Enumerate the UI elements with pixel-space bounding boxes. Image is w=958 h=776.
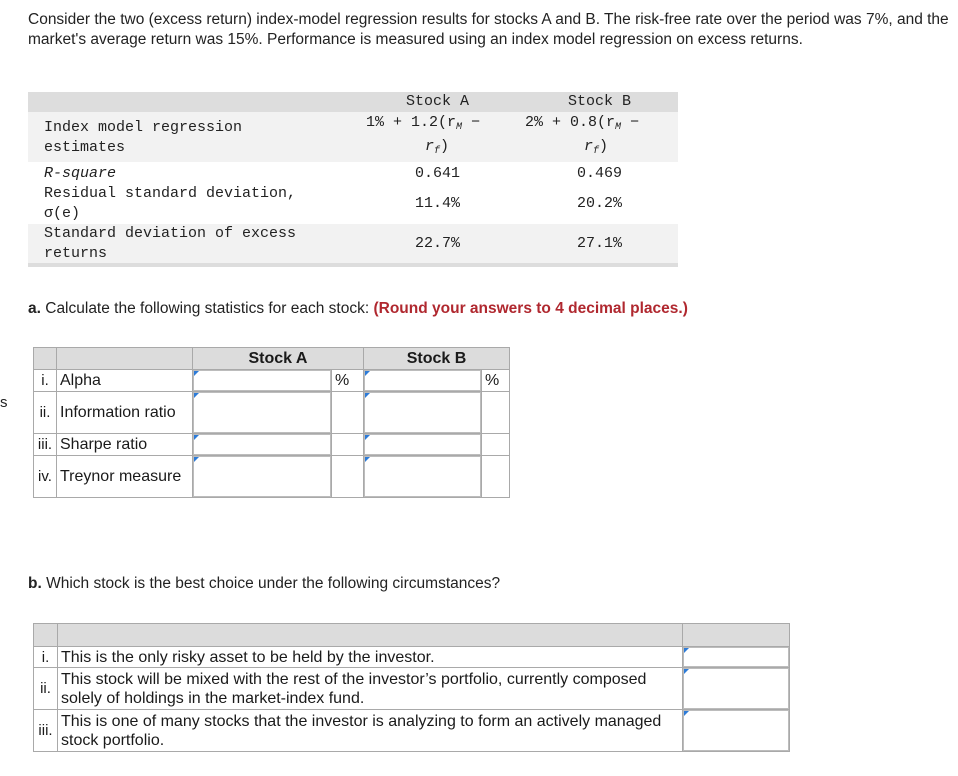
row-number: i. [34,647,58,668]
row-label: This is one of many stocks that the investor is analyzing to form an actively managed stock portfolio. [58,710,683,752]
row-label: This stock will be mixed with the rest of the investor’s portfolio, currently composed solely of holdings in the market-index fund. [58,668,683,710]
row-number: iii. [34,710,58,752]
alpha-stock-a-input[interactable] [193,370,331,391]
col-stock-a: Stock A [193,348,364,370]
row-label: Information ratio [57,392,193,434]
row-number: iii. [34,434,57,456]
part-a-prompt: a. Calculate the following statistics for each stock: (Round your answers to 4 decimal places.) [28,300,688,317]
reg-row-label: estimates [44,139,126,156]
part-a-answer-table [33,347,510,498]
row-label: Sharpe ratio [57,434,193,456]
reg-col-stock-b: Stock B [567,93,631,110]
row-number: i. [34,370,57,392]
part-b-answer-table [33,623,790,752]
actively-managed-answer[interactable] [683,710,789,751]
reg-r-square-a: 0.641 [414,165,460,182]
reg-stock-a-equation-cont: $r_f$) [425,138,450,157]
row-number: ii. [34,392,57,434]
sharpe-ratio-stock-b-input[interactable] [364,434,481,455]
table-row [34,434,510,456]
row-number: ii. [34,668,58,710]
reg-row-label: Residual standard deviation, [44,185,297,202]
reg-row-label: R-square [44,165,117,182]
reg-col-stock-a: Stock A [405,93,469,110]
reg-stock-b-equation-cont: $r_f$) [584,138,609,157]
problem-intro: Consider the two (excess return) index-model regression results for stocks A and B. The risk-free rate over the period was 7%, and the market's average return was 15%. Performance is measured using an index model regression on excess returns. [28,11,949,48]
table-row [34,370,510,392]
reg-r-square-b: 0.469 [576,165,622,182]
reg-excess-sd-a: 22.7% [414,235,460,252]
row-label: Alpha [57,370,193,392]
reg-row-label: Standard deviation of excess [44,225,297,242]
percent-unit: % [332,370,364,392]
information-ratio-stock-a-input[interactable] [193,392,331,433]
table-row [34,392,510,434]
table-header-row [34,348,510,370]
row-label: This is the only risky asset to be held by the investor. [58,647,683,668]
treynor-measure-stock-b-input[interactable] [364,456,481,497]
reg-row-label: Index model regression [44,119,243,136]
reg-excess-sd-b: 27.1% [576,235,622,252]
table-row [34,647,790,668]
table-row [34,456,510,498]
alpha-stock-b-input[interactable] [364,370,481,391]
reg-stock-a-equation: $1\% + 1.2(r_M$ − [366,114,481,133]
treynor-measure-stock-a-input[interactable] [193,456,331,497]
reg-row-label: returns [44,245,108,262]
regression-bottom-rule [28,263,678,267]
reg-resid-sd-b: 20.2% [576,195,622,212]
row-number: iv. [34,456,57,498]
reg-stock-b-equation: $2\% + 0.8(r_M$ − [525,114,640,133]
mixed-with-index-answer[interactable] [683,668,789,709]
stray-letter: s [0,394,8,411]
col-stock-b: Stock B [364,348,510,370]
reg-resid-sd-a: 11.4% [414,195,460,212]
row-label: Treynor measure [57,456,193,498]
only-risky-asset-answer[interactable] [683,647,789,667]
table-row [34,710,790,752]
part-b-prompt: b. Which stock is the best choice under the following circumstances? [28,575,501,592]
percent-unit: % [482,370,510,392]
table-row [34,668,790,710]
information-ratio-stock-b-input[interactable] [364,392,481,433]
reg-row-label: σ(e) [44,205,81,222]
table-header-row [34,624,790,647]
sharpe-ratio-stock-a-input[interactable] [193,434,331,455]
